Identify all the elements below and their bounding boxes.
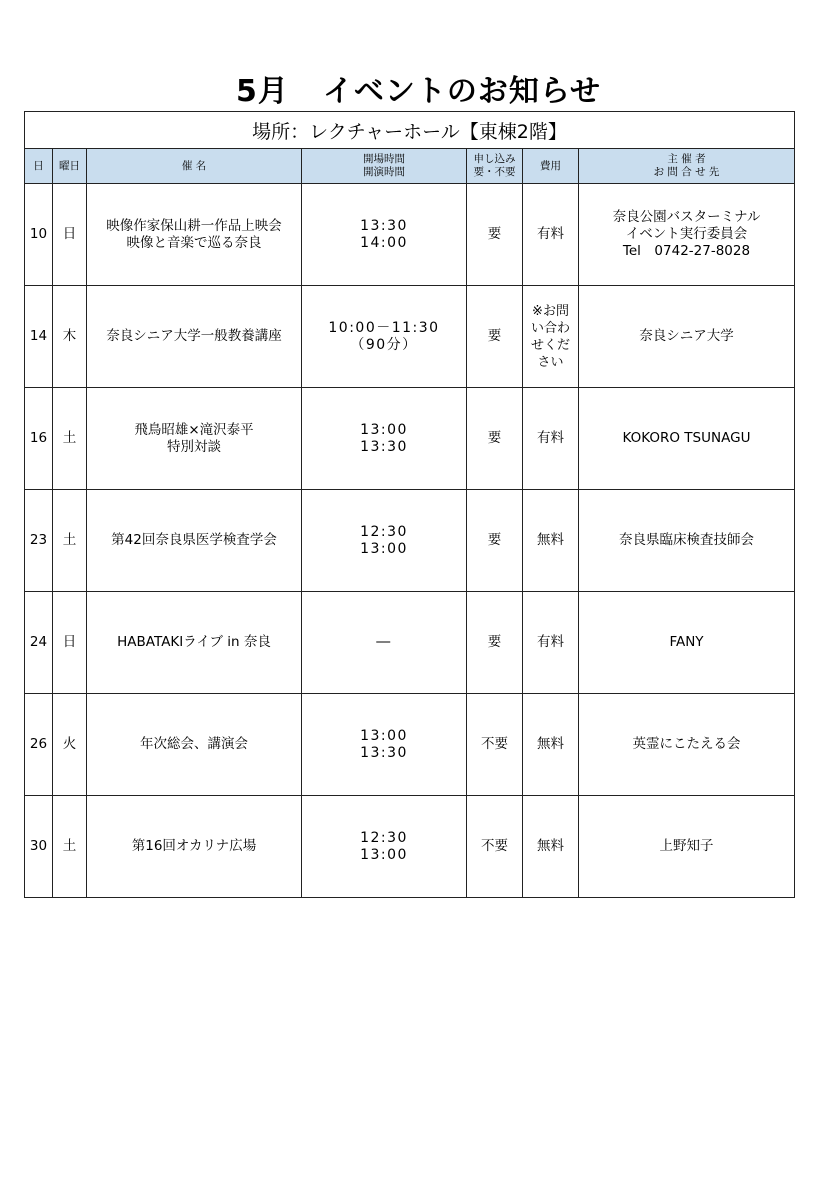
header-weekday: 曜日 [53, 149, 87, 184]
cell-organizer [579, 796, 795, 898]
cell-weekday: 日 [53, 592, 87, 694]
cell-event-name [87, 490, 302, 592]
cell-time [302, 388, 467, 490]
organizer-line3: Tel 0742-27-8028 [622, 243, 751, 259]
cell-weekday: 火 [53, 694, 87, 796]
title-month: 5月 [236, 74, 289, 109]
time-open: 13:00 [360, 421, 408, 438]
event-name-line1: 飛鳥昭雄×滝沢泰平 [134, 421, 254, 438]
cell-event-name [87, 694, 302, 796]
time-open: 13:30 [360, 217, 408, 234]
header-row [25, 149, 795, 184]
time-start: 13:30 [360, 438, 408, 455]
table-row [25, 694, 795, 796]
time-start: 13:00 [360, 846, 408, 863]
cell-day: 23 [25, 490, 53, 592]
cell-fee: 有料 [523, 592, 579, 694]
cell-organizer [579, 184, 795, 286]
cell-fee: ※お問い合わせください [523, 286, 579, 388]
venue-row [25, 112, 795, 149]
time-start: 13:30 [360, 744, 408, 761]
event-name-line1: 第16回オカリナ広場 [131, 838, 257, 854]
cell-fee: 無料 [523, 490, 579, 592]
organizer-line1: 英霊にこたえる会 [632, 736, 741, 752]
cell-apply: 不要 [467, 796, 523, 898]
cell-organizer [579, 694, 795, 796]
cell-event-name [87, 388, 302, 490]
event-name-line1: 年次総会、講演会 [140, 736, 248, 752]
header-organizer-line2: お 問 合 せ 先 [653, 166, 720, 178]
organizer-line1: 奈良シニア大学 [639, 328, 734, 344]
event-name-line1: 奈良シニア大学一般教養講座 [106, 328, 282, 344]
cell-organizer [579, 286, 795, 388]
cell-day: 14 [25, 286, 53, 388]
header-apply-line1: 申し込み [473, 153, 516, 165]
cell-day: 26 [25, 694, 53, 796]
cell-event-name [87, 286, 302, 388]
cell-fee: 無料 [523, 796, 579, 898]
organizer-line1: KOKORO TSUNAGU [622, 430, 751, 446]
time-open: 13:00 [360, 727, 408, 744]
header-day: 日 [25, 149, 53, 184]
event-name-line1: 第42回奈良県医学検査学会 [111, 532, 277, 548]
cell-organizer [579, 388, 795, 490]
header-time-open: 開場時間 [363, 153, 405, 165]
organizer-line1: 奈良県臨床検査技師会 [619, 532, 754, 548]
cell-day: 16 [25, 388, 53, 490]
venue-label: 場所：レクチャーホール【東棟2階】 [25, 112, 795, 149]
page-title [0, 70, 837, 114]
cell-day: 24 [25, 592, 53, 694]
header-organizer [579, 149, 795, 184]
time-open: 10:00－11:30 [328, 319, 440, 336]
cell-weekday: 土 [53, 388, 87, 490]
header-name: 催 名 [87, 149, 302, 184]
cell-day: 10 [25, 184, 53, 286]
cell-weekday: 木 [53, 286, 87, 388]
cell-apply: 要 [467, 286, 523, 388]
cell-apply: 不要 [467, 694, 523, 796]
header-time-start: 開演時間 [363, 166, 405, 178]
header-apply-line2: 要・不要 [473, 166, 516, 178]
event-name-line2: 特別対談 [167, 438, 221, 455]
cell-event-name [87, 592, 302, 694]
cell-time [302, 796, 467, 898]
time-start: 14:00 [360, 234, 408, 251]
cell-fee: 有料 [523, 388, 579, 490]
cell-weekday: 土 [53, 796, 87, 898]
cell-time [302, 184, 467, 286]
cell-apply: 要 [467, 592, 523, 694]
organizer-line1: 奈良公園バスターミナル [612, 209, 761, 225]
organizer-line1: 上野知子 [659, 838, 714, 854]
time-open: ― [376, 634, 392, 650]
cell-weekday: 土 [53, 490, 87, 592]
time-open: 12:30 [360, 523, 408, 540]
events-table [24, 111, 795, 898]
time-start: 13:00 [360, 540, 408, 557]
organizer-line1: FANY [669, 634, 704, 650]
organizer-line2: イベント実行委員会 [625, 226, 748, 242]
cell-fee: 無料 [523, 694, 579, 796]
time-open: 12:30 [360, 829, 408, 846]
header-time [302, 149, 467, 184]
time-start: （90分） [350, 336, 418, 353]
cell-weekday: 日 [53, 184, 87, 286]
title-text: イベントのお知らせ [322, 74, 601, 109]
table-row [25, 286, 795, 388]
cell-time [302, 286, 467, 388]
table-row [25, 490, 795, 592]
cell-time [302, 694, 467, 796]
cell-organizer [579, 592, 795, 694]
event-name-line1: 映像作家保山耕一作品上映会 [106, 217, 282, 234]
cell-apply: 要 [467, 184, 523, 286]
table-row [25, 592, 795, 694]
table-row [25, 388, 795, 490]
cell-time [302, 592, 467, 694]
cell-apply: 要 [467, 490, 523, 592]
event-name-line1: HABATAKIライブ in 奈良 [117, 634, 271, 650]
header-fee: 費用 [523, 149, 579, 184]
cell-event-name [87, 184, 302, 286]
cell-organizer [579, 490, 795, 592]
cell-fee: 有料 [523, 184, 579, 286]
cell-day: 30 [25, 796, 53, 898]
table-row [25, 184, 795, 286]
cell-apply: 要 [467, 388, 523, 490]
cell-event-name [87, 796, 302, 898]
cell-time [302, 490, 467, 592]
event-name-line2: 映像と音楽で巡る奈良 [126, 234, 262, 251]
header-organizer-line1: 主 催 者 [667, 153, 706, 165]
header-apply [467, 149, 523, 184]
table-row [25, 796, 795, 898]
